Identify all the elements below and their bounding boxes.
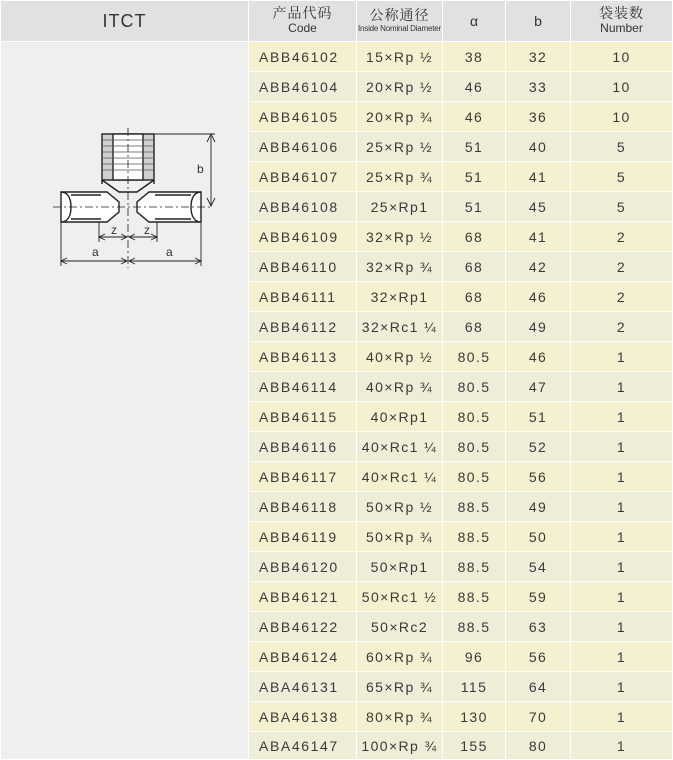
cell-number: 2 [571, 282, 673, 312]
cell-code: ABB46111 [249, 282, 357, 312]
cell-code: ABB46102 [249, 42, 357, 72]
cell-b: 63 [506, 612, 571, 642]
cell-number: 2 [571, 222, 673, 252]
cell-number: 1 [571, 732, 673, 760]
cell-number: 10 [571, 42, 673, 72]
cell-number: 2 [571, 252, 673, 282]
label-a-left: a [92, 245, 101, 259]
tee-fitting-diagram [1, 42, 247, 259]
cell-code: ABB46118 [249, 492, 357, 522]
cell-code: ABB46107 [249, 162, 357, 192]
cell-alpha: 51 [443, 192, 506, 222]
cell-code: ABB46115 [249, 402, 357, 432]
cell-size: 32×Rp ½ [357, 222, 443, 252]
cell-size: 20×Rp ½ [357, 72, 443, 102]
cell-code: ABB46122 [249, 612, 357, 642]
cell-number: 1 [571, 672, 673, 702]
header-nominal-en: Inside Nominal Diameter [358, 24, 441, 34]
cell-size: 32×Rc1 ¼ [357, 312, 443, 342]
cell-number: 1 [571, 702, 673, 732]
cell-b: 51 [506, 402, 571, 432]
label-z-left: z [111, 223, 119, 237]
cell-size: 80×Rp ¾ [357, 702, 443, 732]
cell-number: 5 [571, 132, 673, 162]
cell-code: ABB46108 [249, 192, 357, 222]
cell-alpha: 80.5 [443, 372, 506, 402]
cell-alpha: 80.5 [443, 342, 506, 372]
cell-code: ABB46116 [249, 432, 357, 462]
cell-alpha: 51 [443, 162, 506, 192]
cell-b: 45 [506, 192, 571, 222]
cell-size: 40×Rp ¾ [357, 372, 443, 402]
cell-size: 50×Rc1 ½ [357, 582, 443, 612]
cell-code: ABB46109 [249, 222, 357, 252]
cell-b: 41 [506, 222, 571, 252]
cell-size: 15×Rp ½ [357, 42, 443, 72]
cell-b: 64 [506, 672, 571, 702]
cell-b: 80 [506, 732, 571, 760]
cell-b: 56 [506, 462, 571, 492]
cell-alpha: 115 [443, 672, 506, 702]
cell-b: 42 [506, 252, 571, 282]
header-b: b [506, 1, 571, 42]
cell-number: 1 [571, 642, 673, 672]
cell-number: 5 [571, 192, 673, 222]
header-nominal-zh: 公称通径 [369, 8, 430, 25]
cell-code: ABB46104 [249, 72, 357, 102]
cell-alpha: 80.5 [443, 432, 506, 462]
cell-size: 40×Rp ½ [357, 342, 443, 372]
cell-b: 50 [506, 522, 571, 552]
cell-alpha: 80.5 [443, 462, 506, 492]
cell-b: 49 [506, 312, 571, 342]
cell-code: ABB46117 [249, 462, 357, 492]
cell-code: ABB46105 [249, 102, 357, 132]
cell-size: 50×Rp ¾ [357, 522, 443, 552]
cell-alpha: 130 [443, 702, 506, 732]
cell-b: 54 [506, 552, 571, 582]
cell-b: 49 [506, 492, 571, 522]
cell-size: 40×Rp1 [357, 402, 443, 432]
cell-alpha: 88.5 [443, 582, 506, 612]
cell-size: 20×Rp ¾ [357, 102, 443, 132]
cell-b: 40 [506, 132, 571, 162]
cell-number: 2 [571, 312, 673, 342]
header-code [249, 1, 357, 42]
table-row [1, 42, 673, 72]
tee-drawing [1, 42, 247, 259]
cell-size: 50×Rp1 [357, 552, 443, 582]
label-z-right: z [144, 223, 152, 237]
cell-number: 1 [571, 462, 673, 492]
cell-b: 47 [506, 372, 571, 402]
cell-alpha: 68 [443, 312, 506, 342]
cell-code: ABB46114 [249, 372, 357, 402]
cell-code: ABB46110 [249, 252, 357, 282]
cell-code: ABB46106 [249, 132, 357, 162]
series-title: ITCT [1, 1, 249, 42]
cell-b: 46 [506, 282, 571, 312]
cell-b: 33 [506, 72, 571, 102]
cell-b: 59 [506, 582, 571, 612]
cell-alpha: 88.5 [443, 552, 506, 582]
cell-size: 50×Rc2 [357, 612, 443, 642]
cell-code: ABB46124 [249, 642, 357, 672]
cell-size: 50×Rp ½ [357, 492, 443, 522]
cell-alpha: 46 [443, 102, 506, 132]
cell-code: ABB46113 [249, 342, 357, 372]
cell-alpha: 68 [443, 252, 506, 282]
cell-code: ABB46120 [249, 552, 357, 582]
cell-number: 10 [571, 72, 673, 102]
cell-alpha: 80.5 [443, 402, 506, 432]
cell-number: 1 [571, 612, 673, 642]
cell-size: 32×Rp1 [357, 282, 443, 312]
header-row [1, 1, 673, 42]
cell-number: 10 [571, 102, 673, 132]
cell-b: 70 [506, 702, 571, 732]
header-number [571, 1, 673, 42]
cell-size: 32×Rp ¾ [357, 252, 443, 282]
cell-number: 1 [571, 582, 673, 612]
cell-alpha: 68 [443, 222, 506, 252]
cell-alpha: 155 [443, 732, 506, 760]
cell-size: 40×Rc1 ¼ [357, 432, 443, 462]
cell-alpha: 96 [443, 642, 506, 672]
header-alpha: α [443, 1, 506, 42]
cell-alpha: 88.5 [443, 612, 506, 642]
cell-alpha: 88.5 [443, 522, 506, 552]
cell-size: 60×Rp ¾ [357, 642, 443, 672]
cell-size: 40×Rc1 ¼ [357, 462, 443, 492]
cell-alpha: 46 [443, 72, 506, 102]
tee-diagram-cell [1, 42, 249, 760]
cell-code: ABA46138 [249, 702, 357, 732]
cell-code: ABA46131 [249, 672, 357, 702]
cell-code: ABB46121 [249, 582, 357, 612]
cell-alpha: 88.5 [443, 492, 506, 522]
header-code-zh: 产品代码 [272, 6, 333, 23]
header-number-en: Number [600, 21, 643, 36]
cell-size: 25×Rp ½ [357, 132, 443, 162]
cell-number: 1 [571, 402, 673, 432]
header-code-en: Code [288, 21, 317, 36]
cell-b: 41 [506, 162, 571, 192]
cell-size: 100×Rp ¾ [357, 732, 443, 760]
label-a-right: a [166, 245, 175, 259]
cell-number: 1 [571, 372, 673, 402]
cell-alpha: 68 [443, 282, 506, 312]
cell-b: 56 [506, 642, 571, 672]
cell-number: 5 [571, 162, 673, 192]
cell-number: 1 [571, 342, 673, 372]
cell-code: ABB46119 [249, 522, 357, 552]
cell-number: 1 [571, 432, 673, 462]
cell-size: 25×Rp1 [357, 192, 443, 222]
cell-alpha: 38 [443, 42, 506, 72]
cell-alpha: 51 [443, 132, 506, 162]
header-nominal [357, 1, 443, 42]
cell-number: 1 [571, 492, 673, 522]
cell-code: ABB46112 [249, 312, 357, 342]
cell-number: 1 [571, 522, 673, 552]
cell-b: 36 [506, 102, 571, 132]
cell-number: 1 [571, 552, 673, 582]
cell-size: 65×Rp ¾ [357, 672, 443, 702]
cell-b: 52 [506, 432, 571, 462]
cell-code: ABA46147 [249, 732, 357, 760]
header-number-zh: 袋装数 [599, 6, 644, 23]
label-b: b [197, 162, 206, 176]
cell-b: 32 [506, 42, 571, 72]
cell-size: 25×Rp ¾ [357, 162, 443, 192]
cell-b: 46 [506, 342, 571, 372]
